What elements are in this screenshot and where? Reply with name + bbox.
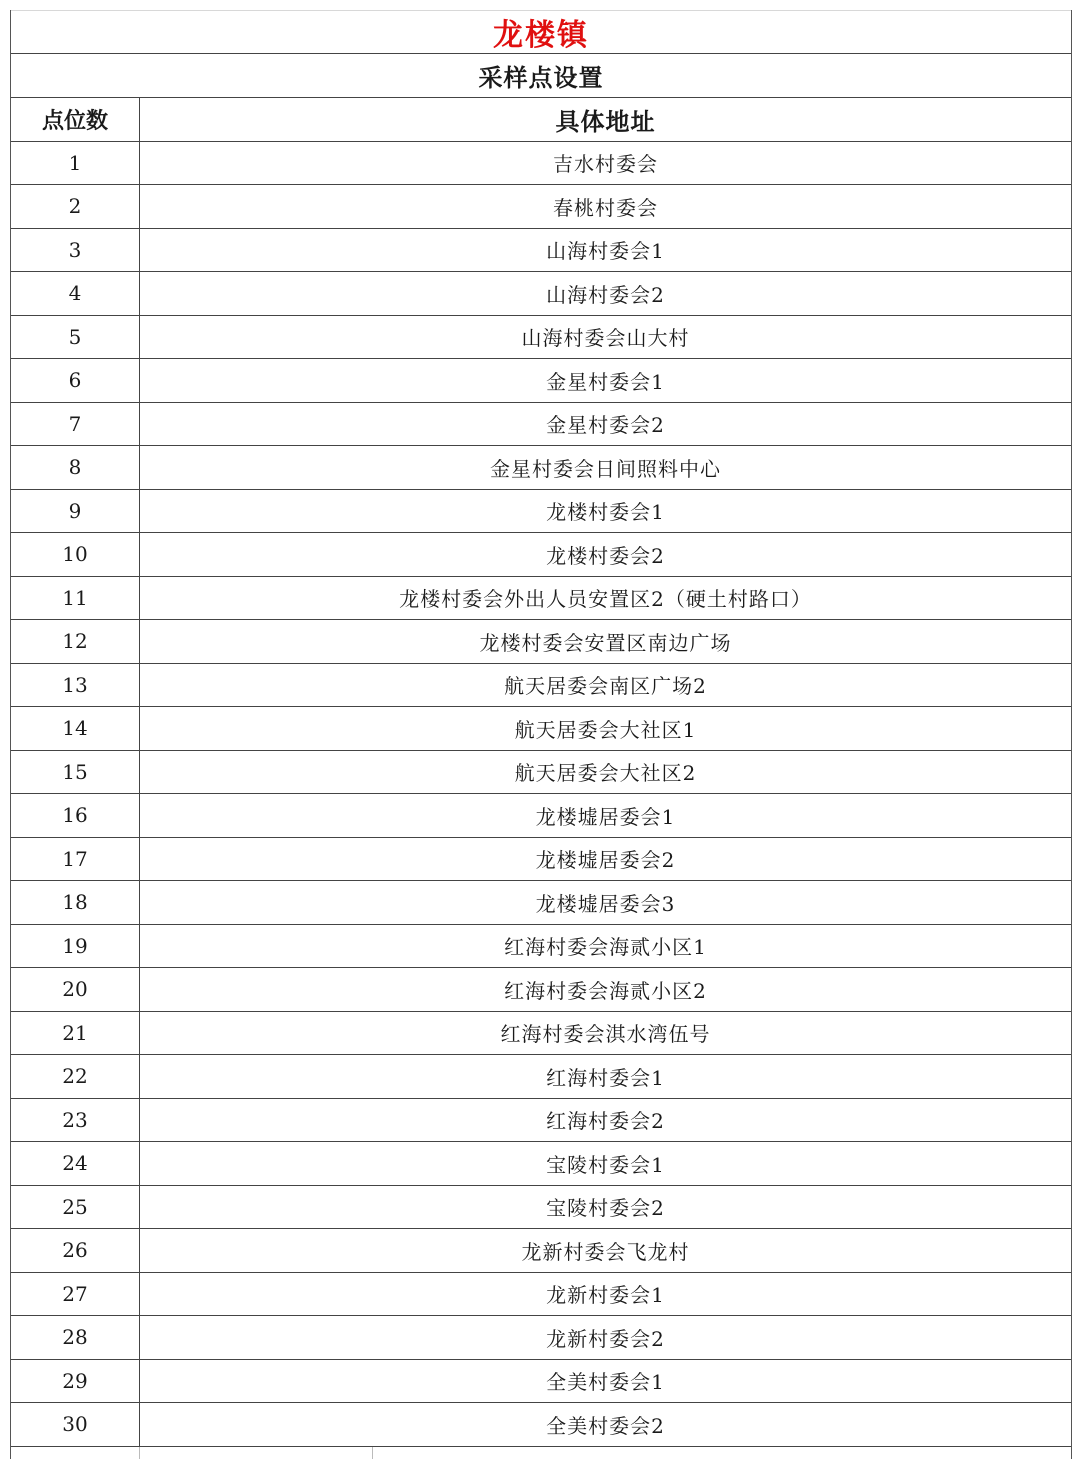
- column-header-index: 点位数: [11, 98, 140, 141]
- table-row: [11, 838, 1071, 882]
- table-row: [11, 620, 1071, 664]
- row-address-cell: 龙楼村委会安置区南边广场: [479, 630, 732, 655]
- row-index-cell: 8: [11, 446, 140, 489]
- row-address-cell: 山海村委会1: [546, 239, 665, 264]
- row-index-cell: 9: [11, 490, 140, 533]
- row-address-cell: 金星村委会日间照料中心: [490, 456, 721, 481]
- row-address-cell: 航天居委会大社区1: [514, 717, 697, 742]
- row-address-cell: 金星村委会2: [546, 413, 665, 438]
- table-subtitle: 采样点设置: [11, 54, 1071, 98]
- table-row: [11, 968, 1071, 1012]
- row-address-cell: 红海村委会1: [546, 1065, 665, 1090]
- row-address-cell: 龙新村委会1: [546, 1283, 665, 1308]
- row-address-cell: 红海村委会2: [546, 1109, 665, 1134]
- row-index-cell: 22: [11, 1055, 140, 1098]
- row-address-cell: 龙楼村委会1: [546, 500, 665, 525]
- row-index-cell: 20: [11, 968, 140, 1011]
- table-row: [11, 1099, 1071, 1143]
- column-header-address: 具体地址: [555, 106, 656, 136]
- town-title: 龙楼镇: [11, 10, 1071, 54]
- row-address-cell: 龙楼墟居委会2: [535, 848, 676, 873]
- table-row: [11, 1403, 1071, 1447]
- table-row: [11, 707, 1071, 751]
- row-address-cell: 宝陵村委会2: [546, 1196, 665, 1221]
- row-address-cell: 山海村委会2: [546, 282, 665, 307]
- table-row: [11, 881, 1071, 925]
- row-index-cell: 12: [11, 620, 140, 663]
- row-address-cell: 红海村委会海贰小区2: [504, 978, 707, 1003]
- row-index-cell: 14: [11, 707, 140, 750]
- table-row: [11, 1316, 1071, 1360]
- row-address-cell: 红海村委会淇水湾伍号: [500, 1022, 711, 1047]
- table-row: [11, 1186, 1071, 1230]
- row-index-cell: 27: [11, 1273, 140, 1316]
- row-index-cell: 18: [11, 881, 140, 924]
- row-index-cell: 16: [11, 794, 140, 837]
- row-index-cell: 17: [11, 838, 140, 881]
- tail-cell-mid: [140, 1447, 373, 1459]
- row-index-cell: 30: [11, 1403, 140, 1446]
- table-row: [11, 664, 1071, 708]
- row-address-cell: 全美村委会1: [546, 1370, 665, 1395]
- table-row: [11, 1142, 1071, 1186]
- row-address-cell: 龙新村委会2: [546, 1326, 665, 1351]
- row-index-cell: 24: [11, 1142, 140, 1185]
- table-row: [11, 925, 1071, 969]
- row-index-cell: 6: [11, 359, 140, 402]
- row-index-cell: 10: [11, 533, 140, 576]
- table-row: [11, 316, 1071, 360]
- row-index-cell: 1: [11, 142, 140, 185]
- row-address-cell: 金星村委会1: [546, 369, 665, 394]
- row-address-cell: 龙新村委会飞龙村: [521, 1239, 690, 1264]
- row-index-cell: 23: [11, 1099, 140, 1142]
- row-index-cell: 25: [11, 1186, 140, 1229]
- table-row: [11, 229, 1071, 273]
- table-row: [11, 533, 1071, 577]
- row-index-cell: 7: [11, 403, 140, 446]
- row-index-cell: 21: [11, 1012, 140, 1055]
- row-address-cell: 全美村委会2: [546, 1413, 665, 1438]
- row-address-cell: 航天居委会大社区2: [514, 761, 697, 786]
- table-tail: [11, 1447, 1071, 1459]
- row-index-cell: 13: [11, 664, 140, 707]
- row-index-cell: 15: [11, 751, 140, 794]
- table-header-row: [11, 98, 1071, 142]
- table-row: [11, 1012, 1071, 1056]
- sampling-points-table: [10, 10, 1072, 1459]
- row-index-cell: 4: [11, 272, 140, 315]
- row-address-cell: 龙楼村委会2: [546, 543, 665, 568]
- table-row: [11, 403, 1071, 447]
- table-row: [11, 142, 1071, 186]
- table-row: [11, 1229, 1071, 1273]
- table-body: [11, 142, 1071, 1447]
- row-index-cell: 29: [11, 1360, 140, 1403]
- row-address-cell: 龙楼墟居委会3: [535, 891, 676, 916]
- table-row: [11, 577, 1071, 621]
- table-row: [11, 446, 1071, 490]
- table-row: [11, 359, 1071, 403]
- row-address-cell: 红海村委会海贰小区1: [504, 935, 707, 960]
- table-row: [11, 185, 1071, 229]
- table-row: [11, 490, 1071, 534]
- row-address-cell: 宝陵村委会1: [546, 1152, 665, 1177]
- row-index-cell: 19: [11, 925, 140, 968]
- table-row: [11, 272, 1071, 316]
- row-index-cell: 26: [11, 1229, 140, 1272]
- table-row: [11, 1273, 1071, 1317]
- table-row: [11, 794, 1071, 838]
- row-address-cell: 航天居委会南区广场2: [504, 674, 707, 699]
- row-address-cell: 山海村委会山大村: [521, 326, 690, 351]
- row-index-cell: 5: [11, 316, 140, 359]
- row-index-cell: 28: [11, 1316, 140, 1359]
- table-row: [11, 751, 1071, 795]
- row-address-cell: 吉水村委会: [553, 152, 658, 177]
- table-row: [11, 1360, 1071, 1404]
- row-index-cell: 3: [11, 229, 140, 272]
- table-row: [11, 1055, 1071, 1099]
- row-index-cell: 11: [11, 577, 140, 620]
- row-address-cell: 春桃村委会: [553, 195, 658, 220]
- row-address-cell: 龙楼墟居委会1: [535, 804, 676, 829]
- row-address-cell: 龙楼村委会外出人员安置区2（硬土村路口）: [399, 587, 812, 612]
- row-index-cell: 2: [11, 185, 140, 228]
- tail-cell-index: [11, 1447, 140, 1459]
